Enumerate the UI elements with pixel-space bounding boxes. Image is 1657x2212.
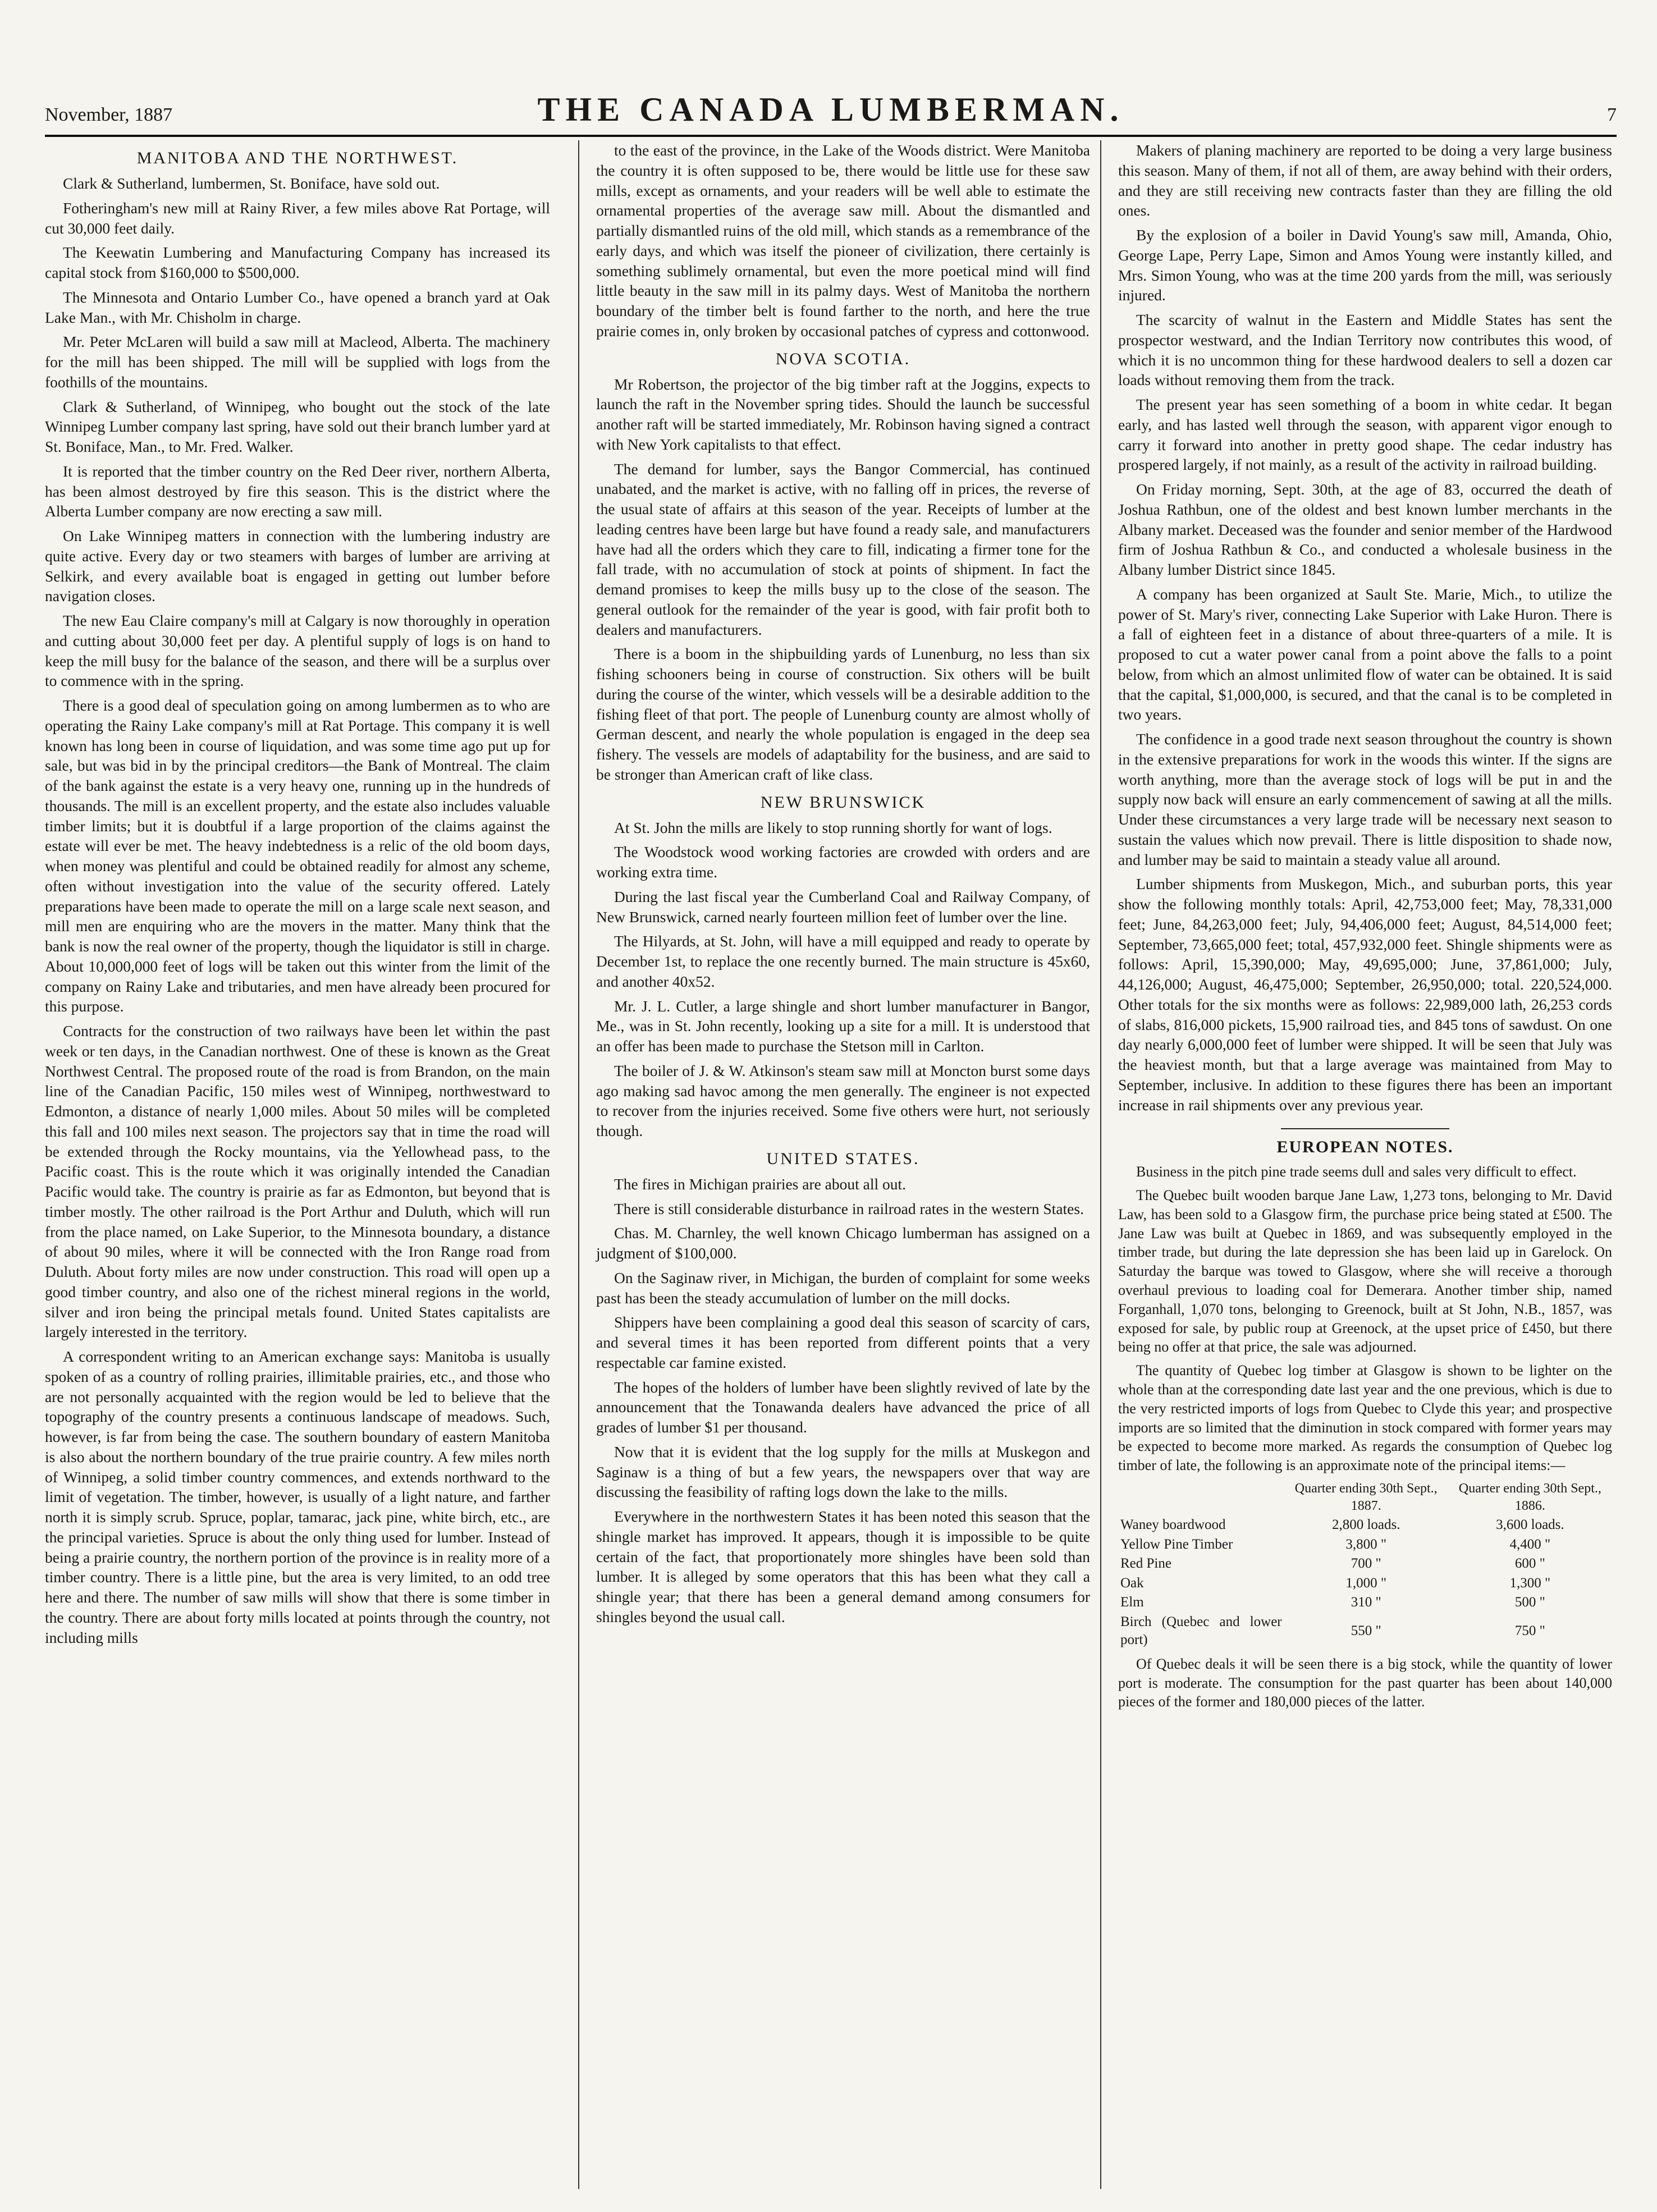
table-header-1887: Quarter ending 30th Sept., 1887. xyxy=(1294,1481,1438,1514)
article-paragraph: to the east of the province, in the Lake of the Woods district. Were Manitoba the country it is often supposed to be, there would be little use for these saw mills, except as ornaments, and your readers will be well able to estimate the ornamental properties of the average saw mill. About the dismantled and partially dismantled ruins of the old mill, which stands as a remembrance of the early days, and which was itself the pioneer of civilization, there certainly is something sublimely ornamental, but even the more poetical mind will find little beauty in the saw mill in its palmy days. West of Manitoba the northern boundary of the timber belt is found farther to the north, and here the true prairie comes in, only broken by occasional patches of cypress and cottonwood. xyxy=(596,141,1090,340)
table-cell: 1,000 " xyxy=(1345,1575,1387,1591)
united-states-articles xyxy=(596,1174,1090,1627)
article-paragraph: Business in the pitch pine trade seems dull and sales very difficult to effect. xyxy=(1136,1164,1577,1180)
article-paragraph: The fires in Michigan prairies are about all out. xyxy=(614,1175,907,1193)
article-paragraph: The new Eau Claire company's mill at Calgary is now thoroughly in operation and cutting about 30,000 feet per day. A plentiful supply of logs is on hand to keep the mill busy for the balance of the season, and there will be a surplus over to commence with in the spring. xyxy=(45,612,550,690)
table-header-1886: Quarter ending 30th Sept., 1886. xyxy=(1458,1481,1601,1514)
article-paragraph: The present year has seen something of a boom in white cedar. It began early, and has lasted well through the season, with apparent vigor enough to carry it forward into another in pretty good shape. The cedar industry has prospered largely, if not mainly, as a result of the activity in railroad building. xyxy=(1118,396,1612,474)
table-row xyxy=(1118,1613,1612,1650)
new-brunswick-articles xyxy=(596,818,1090,1141)
table-cell: 4,400 " xyxy=(1509,1536,1551,1552)
article-paragraph: Clark & Sutherland, of Winnipeg, who bought out the stock of the late Winnipeg Lumber company last spring, have sold out their branch lumber yard at St. Boniface, Man., to Mr. Fred. Walker. xyxy=(45,397,550,455)
article-paragraph: The hopes of the holders of lumber have been slightly revived of late by the announcement that the Tonawanda dealers have advanced the price of all grades of lumber $1 per thousand. xyxy=(596,1378,1090,1436)
article-paragraph: The boiler of J. & W. Atkinson's steam saw mill at Moncton burst some days ago making sad havoc among the men generally. The engineer is not expected to recover from the injuries received. Some five others were hurt, not seriously though. xyxy=(596,1061,1090,1139)
article-paragraph: Mr Robertson, the projector of the big timber raft at the Joggins, expects to launch the raft in the November spring tides. Should the launch be successful another raft will be started immediately, Mr. Robinson having signed a contract with New York capitalists to that effect. xyxy=(596,375,1090,453)
table-cell: 3,800 " xyxy=(1345,1536,1387,1552)
table-cell: 1,300 " xyxy=(1509,1575,1551,1591)
table-cell: Waney boardwood xyxy=(1120,1517,1226,1533)
table-cell: 310 " xyxy=(1351,1595,1381,1610)
section-divider xyxy=(1281,1128,1449,1129)
article-paragraph: The Keewatin Lumbering and Manufacturing Company has increased its capital stock from $160,000 to $500,000. xyxy=(45,244,550,281)
section-heading-manitoba: MANITOBA AND THE NORTHWEST. xyxy=(136,149,459,167)
table-cell: Red Pine xyxy=(1120,1556,1171,1572)
table-cell: Elm xyxy=(1120,1595,1144,1610)
table-cell: 750 " xyxy=(1514,1623,1545,1639)
table-cell: 500 " xyxy=(1514,1595,1545,1610)
table-cell: Yellow Pine Timber xyxy=(1120,1536,1233,1552)
timber-consumption-table xyxy=(1118,1480,1612,1650)
manitoba-continued xyxy=(596,140,1090,341)
article-paragraph: There is still considerable disturbance in railroad rates in the western States. xyxy=(614,1199,1084,1217)
manitoba-articles xyxy=(45,173,550,1647)
newspaper-title: THE CANADA LUMBERMAN. xyxy=(537,91,1124,128)
article-paragraph: Mr. J. L. Cutler, a large shingle and short lumber manufacturer in Bangor, Me., was in St. John recently, looking up a site for a mill. It is understood that an offer has been made to purchase the Stetson mill in Carlton. xyxy=(596,997,1090,1055)
table-cell: Birch (Quebec and lower port) xyxy=(1120,1614,1282,1648)
article-paragraph: It is reported that the timber country on the Red Deer river, northern Alberta, has been almost destroyed by fire this season. This is the district where the Alberta Lumber company are now erecting a saw mill. xyxy=(45,462,550,520)
section-heading-new-brunswick: NEW BRUNSWICK xyxy=(760,793,926,812)
issue-date: November, 1887 xyxy=(45,104,173,125)
article-paragraph: At St. John the mills are likely to stop running shortly for want of logs. xyxy=(614,818,1052,836)
table-row xyxy=(1118,1535,1612,1555)
table-cell: Oak xyxy=(1120,1575,1144,1591)
article-paragraph: On Lake Winnipeg matters in connection with the lumbering industry are quite active. Every day or two steamers with barges of lumber are arriving at Selkirk, and every available boat is engaged in getting out lumber before navigation closes. xyxy=(45,527,550,605)
column-1 xyxy=(45,140,550,2189)
table-cell: 2,800 loads. xyxy=(1331,1517,1400,1533)
article-paragraph: Mr. Peter McLaren will build a saw mill at Macleod, Alberta. The machinery for the mill has been shipped. The mill will be supplied with logs from the foothills of the mountains. xyxy=(45,333,550,391)
us-articles-continued xyxy=(1118,140,1612,1115)
masthead xyxy=(45,84,1617,137)
article-paragraph: Fotheringham's new mill at Rainy River, a few miles above Rat Portage, will cut 30,000 feet daily. xyxy=(45,199,550,237)
article-paragraph: The Hilyards, at St. John, will have a mill equipped and ready to operate by December 1st, to replace the one recently burned. The main structure is 45x60, and another 40x52. xyxy=(596,932,1090,990)
article-paragraph: Chas. M. Charnley, the well known Chicago lumberman has assigned on a judgment of $100,000. xyxy=(596,1224,1090,1262)
table-cell: 700 " xyxy=(1351,1556,1381,1572)
article-paragraph: The confidence in a good trade next season throughout the country is shown in the extensive preparations for work in the woods this winter. If the signs are worth anything, more than the average stock of logs will be put in and the supply now back will ensure an early commencement of sawing at all the mills. Under these circumstances a very large trade will be necessary next season to sustain the values which now prevail. There is little disposition to shade now, and lumber may be said to maintain a steady value all around. xyxy=(1118,730,1612,868)
article-paragraph: The Quebec built wooden barque Jane Law, 1,273 tons, belonging to Mr. David Law, has been sold to a Glasgow firm, the purchase price being stated at £500. The Jane Law was built at Quebec in 1869, and was subsequently employed in the timber trade, but during the late depression she has been laid up in Garelock. On Saturday the barque was towed to Glasgow, where she will receive a thorough overhaul previous to loading coal for Demerara. Another timber ship, named Forganhall, 1,070 tons, belonging to Greenock, built at St John, N.B., 1857, was exposed for sale, by public roup at Greenock, at the upset price of £450, but there being no offer at that price, the sale was adjourned. xyxy=(1118,1187,1612,1355)
article-paragraph: A company has been organized at Sault Ste. Marie, Mich., to utilize the power of St. Mary's river, connecting Lake Superior with Lake Huron. There is a fall of eighteen feet in a distance of about three-quarters of a mile. It is proposed to cut a water power canal from a point above the falls to a point below, from which an almost unlimited flow of water can be obtained. It is said that the capital, $1,000,000, is secured, and that the canal is to be completed in two years. xyxy=(1118,585,1612,723)
article-paragraph: Makers of planing machinery are reported to be doing a very large business this season. Many of them, if not all of them, are away behind with their orders, and they are still receiving new contracts faster than they are filling the old ones. xyxy=(1118,141,1612,219)
page-number: 7 xyxy=(1607,104,1617,125)
article-paragraph: There is a boom in the shipbuilding yards of Lunenburg, no less than six fishing schooners being in course of construction. Six others will be built during the course of the winter, which vessels will be a desirable addition to the fishing fleet of that port. The people of Lunenburg county are almost wholly of German descent, and nearly the whole population is engaged in the deep sea fishery. The vessels are models of adaptability for the business, and are said to be stronger than American craft of like class. xyxy=(596,645,1090,783)
article-paragraph: On the Saginaw river, in Michigan, the burden of complaint for some weeks past has been the steady accumulation of lumber on the mill docks. xyxy=(596,1268,1090,1307)
table-row xyxy=(1118,1554,1612,1574)
article-paragraph: Clark & Sutherland, lumbermen, St. Boniface, have sold out. xyxy=(63,175,440,192)
article-paragraph: There is a good deal of speculation going on among lumbermen as to who are operating the Rainy Lake company's mill at Rat Portage. This company it is well known has long been in course of liquidation, and was some time ago put up for sale, but was bid in by the principal creditors—the Bank of Montreal. The claim of the bank against the estate is a very heavy one, running up in the hundreds of thousands. The mill is an excellent property, and the estate also includes valuable timber limits; but it is doubtful if a large proportion of the claims against the estate will ever be met. The heavy indebtedness is a relic of the old boom days, when money was plentiful and could be obtained readily for almost any scheme, often without investigation into the value of the security offered. Lately preparations have been made to operate the mill on a large scale next season, and mill men are enquiring who are the movers in the matter. Many think that the bank is now the real owner of the property, though the liquidator is still in charge. About 10,000,000 feet of logs will be taken out this winter from the limit of the company on Rainy Lake and tributaries, and men have already been procured for this purpose. xyxy=(45,697,550,1015)
article-paragraph: The demand for lumber, says the Bangor Commercial, has continued unabated, and the market is active, with no falling off in prices, the reverse of the usual state of affairs at this season of the year. Receipts of lumber at the leading centres have been large but have found a ready sale, and manufacturers have had all the orders which they care to fill, indicating a firmer tone for the fall trade, with no accumulation of stock at points of shipment. In fact the demand promises to keep the mills busy up to the close of the season. The general outlook for the remainder of the year is good, with fair profit both to dealers and manufacturers. xyxy=(596,460,1090,638)
column-2 xyxy=(578,140,1090,2189)
article-paragraph: The scarcity of walnut in the Eastern and Middle States has sent the prospector westward, and the Indian Territory now contributes this wood, of which it is no uncommon thing for these hardwood dealers to sell a dozen car loads without removing them from the track. xyxy=(1118,311,1612,389)
article-paragraph: The Woodstock wood working factories are crowded with orders and are working extra time. xyxy=(596,843,1090,881)
article-paragraph: Shippers have been complaining a good deal this season of scarcity of cars, and several times it has been reported from different points that a very respectable car famine existed. xyxy=(596,1313,1090,1371)
article-paragraph: Everywhere in the northwestern States it has been noted this season that the shingle market has improved. It appears, though it is impossible to be quite certain of the fact, that proportionately more shingles have been sold than lumber. It is alleged by some operators that this has been what they call a shingle year; that there has been a general demand among consumers for shingles beyond the usual call. xyxy=(596,1508,1090,1625)
table-cell: 600 " xyxy=(1514,1556,1545,1572)
closing-paragraph: Of Quebec deals it will be seen there is a big stock, while the quantity of lower port is moderate. The consumption for the past quarter has been about 140,000 pieces of the former and 180,000 pieces of the latter. xyxy=(1118,1655,1612,1710)
table-row xyxy=(1118,1574,1612,1593)
european-notes-articles xyxy=(1118,1162,1612,1475)
section-heading-european-notes: EUROPEAN NOTES. xyxy=(1276,1138,1454,1157)
section-heading-nova-scotia: NOVA SCOTIA. xyxy=(775,349,911,368)
table-cell: 550 " xyxy=(1351,1623,1381,1639)
table-row xyxy=(1118,1515,1612,1535)
article-paragraph: Lumber shipments from Muskegon, Mich., and suburban ports, this year show the following monthly totals: April, 42,753,000 feet; May, 78,331,000 feet; June, 84,263,000 feet; July, 94,406,000 feet; August, 84,514,000 feet; September, 73,665,000 feet; total, 457,932,000 feet. Shingle shipments were as follows: April, 15,390,000; May, 49,695,000; June, 37,861,000; July, 44,126,000; August, 46,475,000; September, 26,950,000; total. 220,524,000. Other totals for the six months were as follows: 22,989,000 lath, 26,253 cords of slabs, 816,000 pickets, 15,900 railroad ties, and 845 tons of sawdust. On one day nearly 6,000,000 feet of lumber were shipped. It will be seen that July was the heaviest month, but that a large average was maintained from May to September, inclusive. In addition to these figures there has been an important increase in rail shipments over any previous year. xyxy=(1118,875,1612,1114)
section-heading-united-states: UNITED STATES. xyxy=(766,1149,920,1168)
table-row xyxy=(1118,1593,1612,1613)
article-paragraph: By the explosion of a boiler in David Young's saw mill, Amanda, Ohio, George Lape, Perry Lape, Simon and Amos Young were instantly killed, and Mrs. Simon Young, who was at the time 200 yards from the mill, was seriously injured. xyxy=(1118,226,1612,304)
article-paragraph: A correspondent writing to an American exchange says: Manitoba is usually spoken of as a country of rolling prairies, illimitable prairies, etc., and those who are not personally acquainted with the region would be led to believe that the topography of the country presents a continuous landscape of meadows. Such, however, is far from being the case. The southern boundary of eastern Manitoba is also about the northern boundary of the true prairie country. A few miles north of Winnipeg, a solid timber country commences, and extends northward to the limit of vegetation. The timber, however, is usually of a light nature, and farther north it is simply scrub. Spruce, poplar, tamarac, jack pine, white birch, etc., are the principal varieties. Spruce is about the only thing used for lumber. Instead of being a prairie country, the northern portion of the province is in reality more of a timber country. There is a little pine, but the area is very limited, to an odd tree here and there. The number of saw mills will show that there is some timber in the country. There are about forty mills located at points through the country, not including mills xyxy=(45,1348,550,1646)
article-paragraph: The quantity of Quebec log timber at Glasgow is shown to be lighter on the whole than at the corresponding date last year and the one previous, which is due to the very restricted imports of logs from Quebec to Clyde this year; and prospective imports are so limited that the diminution in stock compared with former years may be expected to become more marked. As regards the consumption of Quebec log timber of late, the following is an approximate note of the principal items:— xyxy=(1118,1362,1612,1474)
article-paragraph: Now that it is evident that the log supply for the mills at Muskegon and Saginaw is a thing of but a few years, the newspapers over that way are discussing the feasibility of rafting logs down the lake to the mills. xyxy=(596,1442,1090,1501)
nova-scotia-articles xyxy=(596,374,1090,785)
column-3 xyxy=(1100,140,1612,2189)
article-paragraph: During the last fiscal year the Cumberland Coal and Railway Company, of New Brunswick, carned nearly fourteen million feet of lumber over the line. xyxy=(596,887,1090,926)
article-paragraph: The Minnesota and Ontario Lumber Co., have opened a branch yard at Oak Lake Man., with Mr. Chisholm in charge. xyxy=(45,288,550,326)
article-paragraph: Contracts for the construction of two railways have been let within the past week or ten days, in the Canadian northwest. One of these is known as the Great Northwest Central. The proposed route of the road is from Brandon, on the main line of the Canadian Pacific, 150 miles west of Winnipeg, northwestward to Edmonton, a distance of nearly 1,000 miles. About 50 miles will be completed this fall and 100 miles next season. The projectors say that in time the road will be extended through the Rocky mountains, via the Yellowhead pass, to the Pacific coast. This is the route which it was originally intended the Canadian Pacific would take. The country is prairie as far as Edmonton, but beyond that is timber mostly. The other railroad is the Port Arthur and Duluth, which will run from the place named, on Lake Superior, to the Minnesota boundary, a distance of about 90 miles, where it will be connected with the Iron Range road from Duluth. About forty miles are now under construction. This road will open up a good timber country, and also one of the richest mineral regions in the world, silver and iron being the principal metals found. United States capitalists are largely interested in the territory. xyxy=(45,1022,550,1341)
article-paragraph: On Friday morning, Sept. 30th, at the age of 83, occurred the death of Joshua Rathbun, one of the oldest and best known lumber merchants in the Albany market. Deceased was the founder and senior member of the Hardwood firm of Joshua Rathbun & Co., and conducted a wholesale business in the Albany lumber District since 1845. xyxy=(1118,480,1612,578)
table-cell: 3,600 loads. xyxy=(1496,1517,1564,1533)
